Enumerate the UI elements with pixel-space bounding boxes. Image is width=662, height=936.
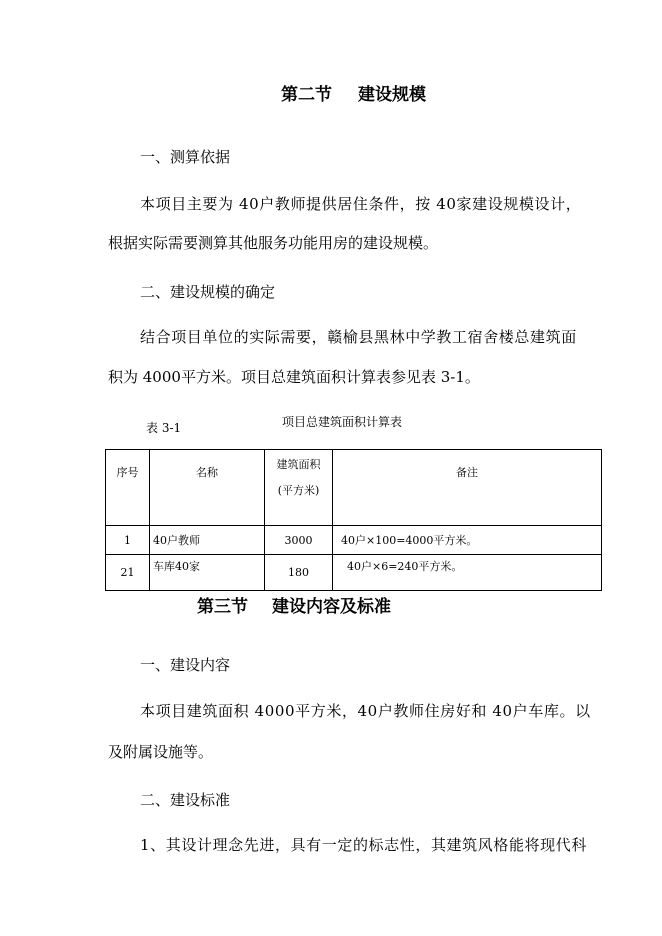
section3-text: 建设内容及标准 xyxy=(272,597,391,617)
section3-title xyxy=(197,592,391,617)
row1-seq: 1 xyxy=(106,526,150,555)
header-seq: 序号 xyxy=(106,450,150,526)
row2-name: 车库40家 xyxy=(150,555,265,591)
content-paragraph-line1: 本项目建筑面积 4000平方米，40户教师住房好和 40户车库。以 xyxy=(140,702,591,720)
header-name: 名称 xyxy=(150,450,265,526)
header-area-line1: 建筑面积 xyxy=(276,458,321,471)
header-area-line2: (平方米) xyxy=(277,484,320,497)
table-header-row xyxy=(106,450,602,526)
building-area-table xyxy=(105,449,602,591)
content-heading: 一、建设内容 xyxy=(140,656,231,674)
row2-note: 40户×6=240平方米。 xyxy=(333,555,602,591)
row1-name: 40户教师 xyxy=(150,526,265,555)
determination-paragraph-line2: 积为 4000平方米。项目总建筑面积计算表参见表 3-1。 xyxy=(108,368,480,386)
section3-number: 第三节 xyxy=(197,597,248,617)
section2-title xyxy=(281,80,426,105)
basis-heading: 一、测算依据 xyxy=(140,148,231,166)
row1-area: 3000 xyxy=(265,526,333,555)
standard-paragraph-line1: 1、其设计理念先进，具有一定的标志性，其建筑风格能将现代科 xyxy=(140,836,587,854)
determination-paragraph-line1: 结合项目单位的实际需要，赣榆县黑林中学教工宿舍楼总建筑面 xyxy=(140,328,577,346)
section2-number: 第二节 xyxy=(281,85,332,105)
table-row xyxy=(106,555,602,591)
header-area xyxy=(265,450,333,526)
standard-heading: 二、建设标准 xyxy=(140,791,231,809)
basis-paragraph-line1: 本项目主要为 40户教师提供居住条件，按 40家建设规模设计， xyxy=(140,195,582,213)
row1-note: 40户×100=4000平方米。 xyxy=(333,526,602,555)
row2-area: 180 xyxy=(265,555,333,591)
row2-seq: 21 xyxy=(106,555,150,591)
determination-heading: 二、建设规模的确定 xyxy=(140,283,276,301)
section2-text: 建设规模 xyxy=(358,85,426,105)
table-row xyxy=(106,526,602,555)
table-label: 表 3-1 xyxy=(146,421,182,435)
header-note: 备注 xyxy=(333,450,602,526)
table-caption: 项目总建筑面积计算表 xyxy=(282,415,403,429)
content-paragraph-line2: 及附属设施等。 xyxy=(108,743,214,761)
basis-paragraph-line2: 根据实际需要测算其他服务功能用房的建设规模。 xyxy=(108,234,439,252)
